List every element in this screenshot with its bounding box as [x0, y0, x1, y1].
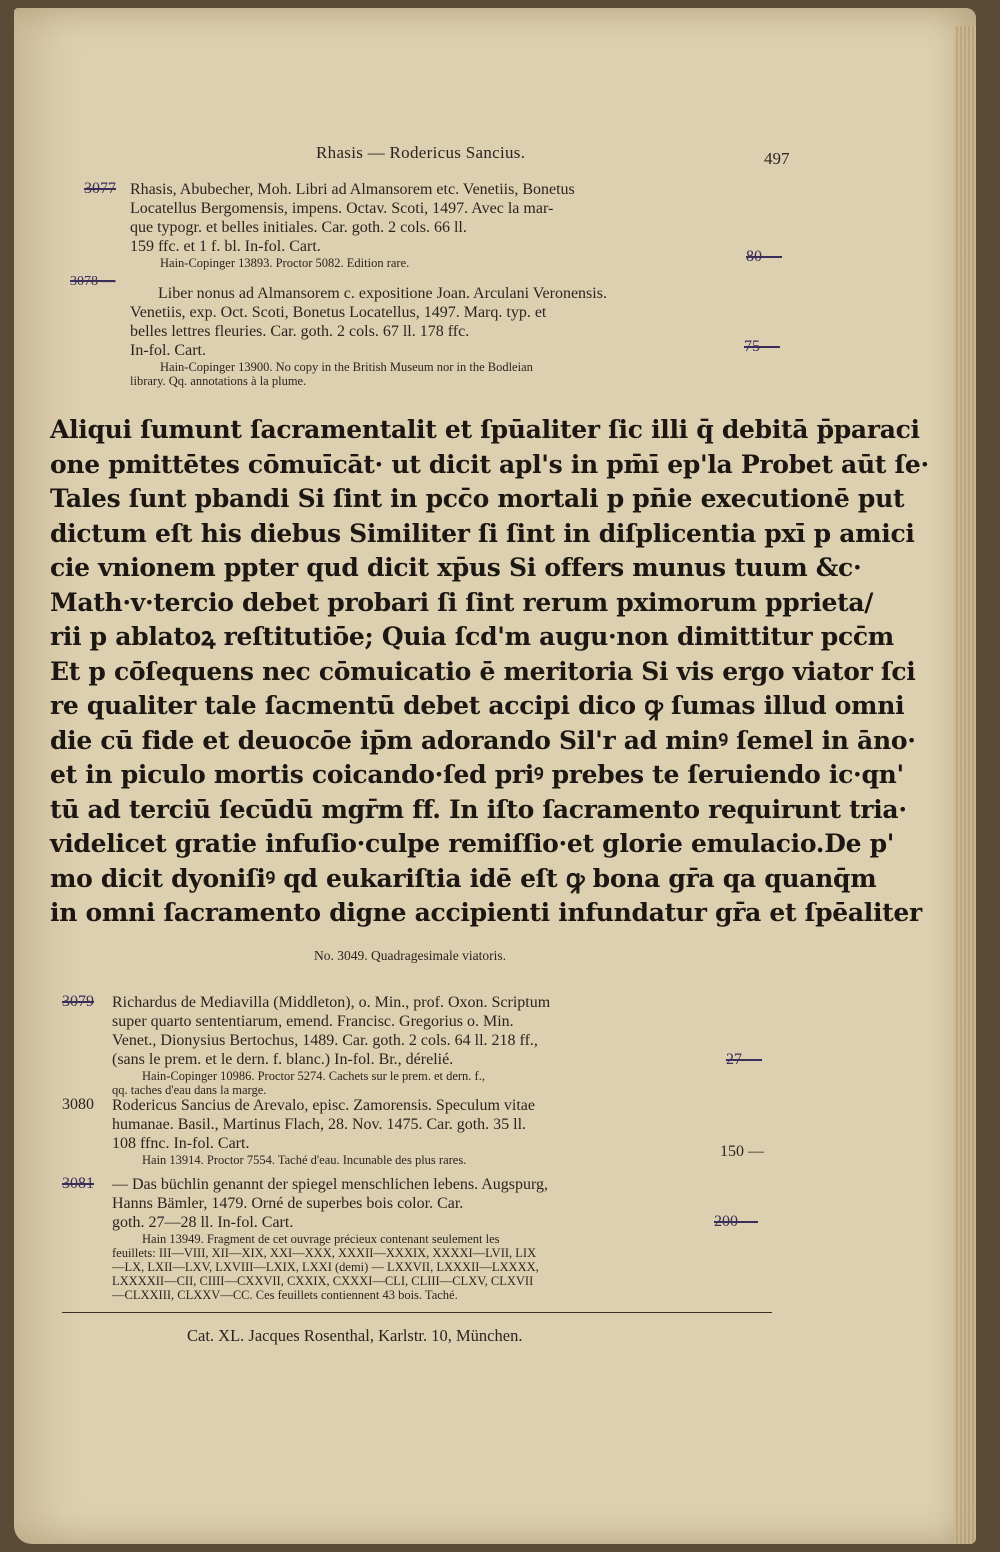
- catalogue-footer: Cat. XL. Jacques Rosenthal, Karlstr. 10, München.: [187, 1326, 523, 1345]
- facsimile-caption: No. 3049. Quadragesimale viatoris.: [314, 948, 506, 963]
- facsimile-line: Aliqui ſumunt ſacramentalit et ſpūaliter ſic illi q̄ debitā p̄paraci: [50, 415, 920, 444]
- entry-note: Hain 13914. Proctor 7554. Taché d'eau. Incunable des plus rares.: [142, 1153, 467, 1167]
- entry-line: goth. 27—28 ll. In-fol. Cart.: [112, 1214, 294, 1231]
- price-3080: 150 —: [720, 1143, 764, 1160]
- facsimile-line: mo dicit dyoniſiꝰ qd eukariſtia idē eſt ꝙ bona gr̄a qa quanq̄m: [50, 863, 877, 893]
- entry-note: Hain-Copinger 10986. Proctor 5274. Cachets sur le prem. et dern. f.,: [142, 1069, 485, 1083]
- facsimile-line: rii p ablatoꝝ reſtitutiōe; Quia ſcd'm augu·non dimittitur pcc̄m: [50, 622, 894, 651]
- page-number: 497: [764, 149, 790, 168]
- entry-line: Venet., Dionysius Bertochus, 1489. Car. goth. 2 cols. 64 ll. 218 ff.,: [112, 1032, 538, 1049]
- entry-note: feuillets: III—VIII, XII—XIX, XXI—XXX, XXXII—XXXIX, XXXXI—LVII, LIX: [112, 1246, 537, 1260]
- entry-3078: [130, 284, 770, 388]
- facsimile-line: dictum eſt his diebus Similiter ſi ſint in diſplicentia pxī p amici: [50, 518, 915, 548]
- facsimile-line: re qualiter tale ſacmentū debet accipi dico ꝙ ſumas illud omni: [50, 691, 905, 720]
- entry-number-3078: 3078 —: [70, 274, 116, 289]
- entry-note: library. Qq. annotations à la plume.: [130, 374, 307, 388]
- entry-number-3077: 3077: [84, 180, 116, 197]
- facsimile-line: in omni ſacramento digne accipienti infundatur gr̄a et ſpēaliter: [50, 898, 922, 927]
- price-3077: 80 —: [746, 248, 782, 265]
- entry-line: humanae. Basil., Martinus Flach, 28. Nov. 1475. Car. goth. 35 ll.: [112, 1116, 527, 1133]
- entry-line: belles lettres fleuries. Car. goth. 2 cols. 67 ll. 178 ffc.: [130, 323, 470, 340]
- incunable-facsimile: [50, 413, 929, 931]
- price-3081: 200 —: [714, 1213, 758, 1230]
- entry-line: Rhasis, Abubecher, Moh. Libri ad Almansorem etc. Venetiis, Bonetus: [130, 181, 575, 198]
- entry-line: Richardus de Mediavilla (Middleton), o. Min., prof. Oxon. Scriptum: [112, 994, 551, 1011]
- entry-note: Hain 13949. Fragment de cet ouvrage précieux contenant seulement les: [142, 1232, 500, 1246]
- entry-line: Venetiis, exp. Oct. Scoti, Bonetus Locatellus, 1497. Marq. typ. et: [130, 304, 547, 321]
- entry-note: LXXXXII—CII, CIIII—CXXVII, CXXIX, CXXXI—CLI, CLIII—CLXV, CLXVII: [112, 1274, 534, 1288]
- entry-line: — Das büchlin genannt der spiegel menschlichen lebens. Augspurg,: [112, 1176, 549, 1193]
- entry-3080: [112, 1096, 732, 1167]
- facsimile-line: tū ad terciū ſecūdū mgr̄m ff. In iſto ſacramento requirunt tria·: [50, 794, 907, 824]
- entry-note: Hain-Copinger 13900. No copy in the British Museum nor in the Bodleian: [160, 360, 533, 374]
- entry-number-3079: 3079: [62, 993, 94, 1010]
- price-3079: 27 —: [726, 1051, 762, 1068]
- entry-line: (sans le prem. et le dern. f. blanc.) In-fol. Br., dérelié.: [112, 1051, 454, 1068]
- entry-line: Locatellus Bergomensis, impens. Octav. Scoti, 1497. Avec la mar-: [130, 200, 554, 217]
- entry-line: 159 ffc. et 1 f. bl. In-fol. Cart.: [130, 238, 321, 255]
- entry-3079: [112, 993, 772, 1097]
- entry-note: Hain-Copinger 13893. Proctor 5082. Edition rare.: [160, 256, 410, 270]
- page-edge: [954, 26, 976, 1544]
- facsimile-line: videlicet gratie infuſio·culpe remiſſio·et glorie emulacio.De p': [50, 829, 895, 858]
- entry-3081: [112, 1175, 772, 1302]
- entry-line: In-fol. Cart.: [130, 342, 206, 359]
- entry-line: 108 ffnc. In-fol. Cart.: [112, 1135, 250, 1152]
- entry-note: —CLXXIII, CLXXV—CC. Ces feuillets contiennent 43 bois. Taché.: [112, 1288, 458, 1302]
- entry-3077: [130, 180, 770, 270]
- entry-line: super quarto sententiarum, emend. Francisc. Gregorius o. Min.: [112, 1013, 514, 1030]
- facsimile-line: die cū fide et deuocōe ip̄m adorando Sil'r ad minꝰ ſemel in āno·: [50, 725, 916, 755]
- entry-line: Rodericus Sancius de Arevalo, episc. Zamorensis. Speculum vitae: [112, 1097, 536, 1114]
- entry-note: —LX, LXII—LXV, LXVIII—LXIX, LXXI (demi) — LXXVII, LXXXII—LXXXX,: [112, 1260, 539, 1274]
- facsimile-line: et in piculo mortis coicando·ſed priꝰ prebes te ſeruiendo ic·qn': [50, 760, 904, 789]
- entry-number-3080: 3080: [62, 1096, 94, 1113]
- running-head: Rhasis — Rodericus Sancius.: [316, 143, 526, 162]
- price-3078: 75 —: [744, 338, 780, 355]
- entry-line: Hanns Bämler, 1479. Orné de superbes bois color. Car.: [112, 1195, 464, 1212]
- entry-number-3081: 3081: [62, 1175, 94, 1192]
- catalogue-page: [14, 8, 976, 1544]
- facsimile-line: Math·v·tercio debet probari ſi ſint rerum pximorum pprieta/: [50, 587, 874, 617]
- footer-rule: [62, 1312, 772, 1313]
- facsimile-line: cie vnionem ppter qud dicit xp̄us Si offers munus tuum &c·: [50, 553, 862, 582]
- entry-note: qq. taches d'eau dans la marge.: [112, 1083, 267, 1097]
- entry-line: que typogr. et belles initiales. Car. goth. 2 cols. 66 ll.: [130, 219, 467, 236]
- facsimile-line: one pmittētes cōmuīcāt· ut dicit apl's in pm̄ī ep'la Probet aūt ſe·: [50, 449, 929, 479]
- facsimile-line: Et p cōſequens nec cōmuicatio ē meritoria Si vis ergo viator ſci: [50, 656, 916, 686]
- facsimile-line: Tales ſunt pbandi Si ſint in pcc̄o mortali p pn̄ie executionē put: [50, 484, 905, 513]
- entry-line: Liber nonus ad Almansorem c. expositione Joan. Arculani Veronensis.: [158, 285, 607, 302]
